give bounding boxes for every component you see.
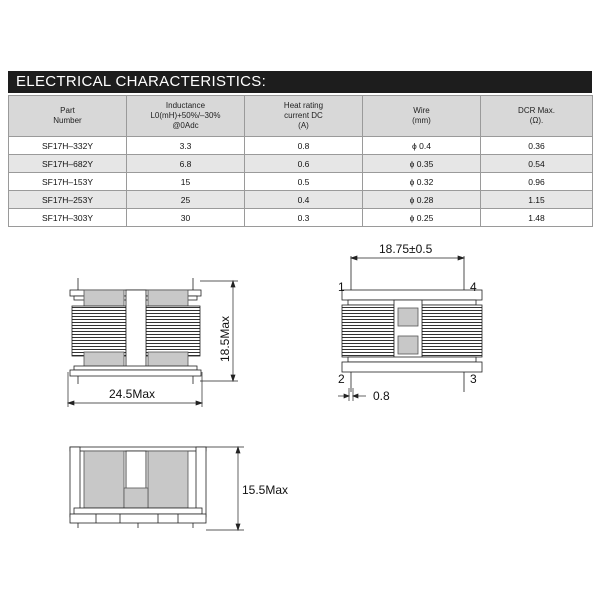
cell-dcr: 0.96 <box>481 173 593 191</box>
side-height-label: 15.5Max <box>242 483 289 497</box>
cell-wire: ϕ 0.35 <box>363 155 481 173</box>
side-height-dimension <box>206 447 244 530</box>
header-inductance: Inductance L0(mH)+50%/–30% @0Adc <box>127 96 245 137</box>
cell-wire: ϕ 0.32 <box>363 173 481 191</box>
header-wire: Wire (mm) <box>363 96 481 137</box>
cell-part: SF17H–332Y <box>9 137 127 155</box>
cell-wire: ϕ 0.25 <box>363 209 481 227</box>
cell-current: 0.6 <box>245 155 363 173</box>
header-part-number: Part Number <box>9 96 127 137</box>
header-heat-rating: Heat rating current DC (A) <box>245 96 363 137</box>
side-view-drawing <box>70 447 206 528</box>
pin-2-label: 2 <box>338 372 345 386</box>
cell-part: SF17H–303Y <box>9 209 127 227</box>
cell-inductance: 6.8 <box>127 155 245 173</box>
cell-part: SF17H–253Y <box>9 191 127 209</box>
pin-3-label: 3 <box>470 372 477 386</box>
cell-dcr: 0.36 <box>481 137 593 155</box>
front-view-drawing <box>70 278 201 384</box>
cell-dcr: 1.48 <box>481 209 593 227</box>
cell-dcr: 0.54 <box>481 155 593 173</box>
cell-part: SF17H–153Y <box>9 173 127 191</box>
front-height-label: 18.5Max <box>218 315 232 362</box>
pin-view-drawing <box>342 256 482 392</box>
cell-wire: ϕ 0.28 <box>363 191 481 209</box>
cell-inductance: 15 <box>127 173 245 191</box>
cell-wire: ϕ 0.4 <box>363 137 481 155</box>
pin-spacing-dimension <box>351 256 464 260</box>
pin-1-label: 1 <box>338 280 345 294</box>
header-dcr: DCR Max. (Ω). <box>481 96 593 137</box>
cell-inductance: 3.3 <box>127 137 245 155</box>
cell-current: 0.4 <box>245 191 363 209</box>
cell-current: 0.5 <box>245 173 363 191</box>
cell-inductance: 25 <box>127 191 245 209</box>
pin-diameter-label: 0.8 <box>373 389 390 403</box>
cell-inductance: 30 <box>127 209 245 227</box>
cell-current: 0.3 <box>245 209 363 227</box>
pin-diameter-dimension <box>338 388 366 401</box>
section-title: ELECTRICAL CHARACTERISTICS: <box>8 71 592 93</box>
pin-4-label: 4 <box>470 280 477 294</box>
cell-part: SF17H–682Y <box>9 155 127 173</box>
pin-spacing-label: 18.75±0.5 <box>379 242 433 256</box>
front-width-label: 24.5Max <box>109 387 156 401</box>
cell-current: 0.8 <box>245 137 363 155</box>
cell-dcr: 1.15 <box>481 191 593 209</box>
